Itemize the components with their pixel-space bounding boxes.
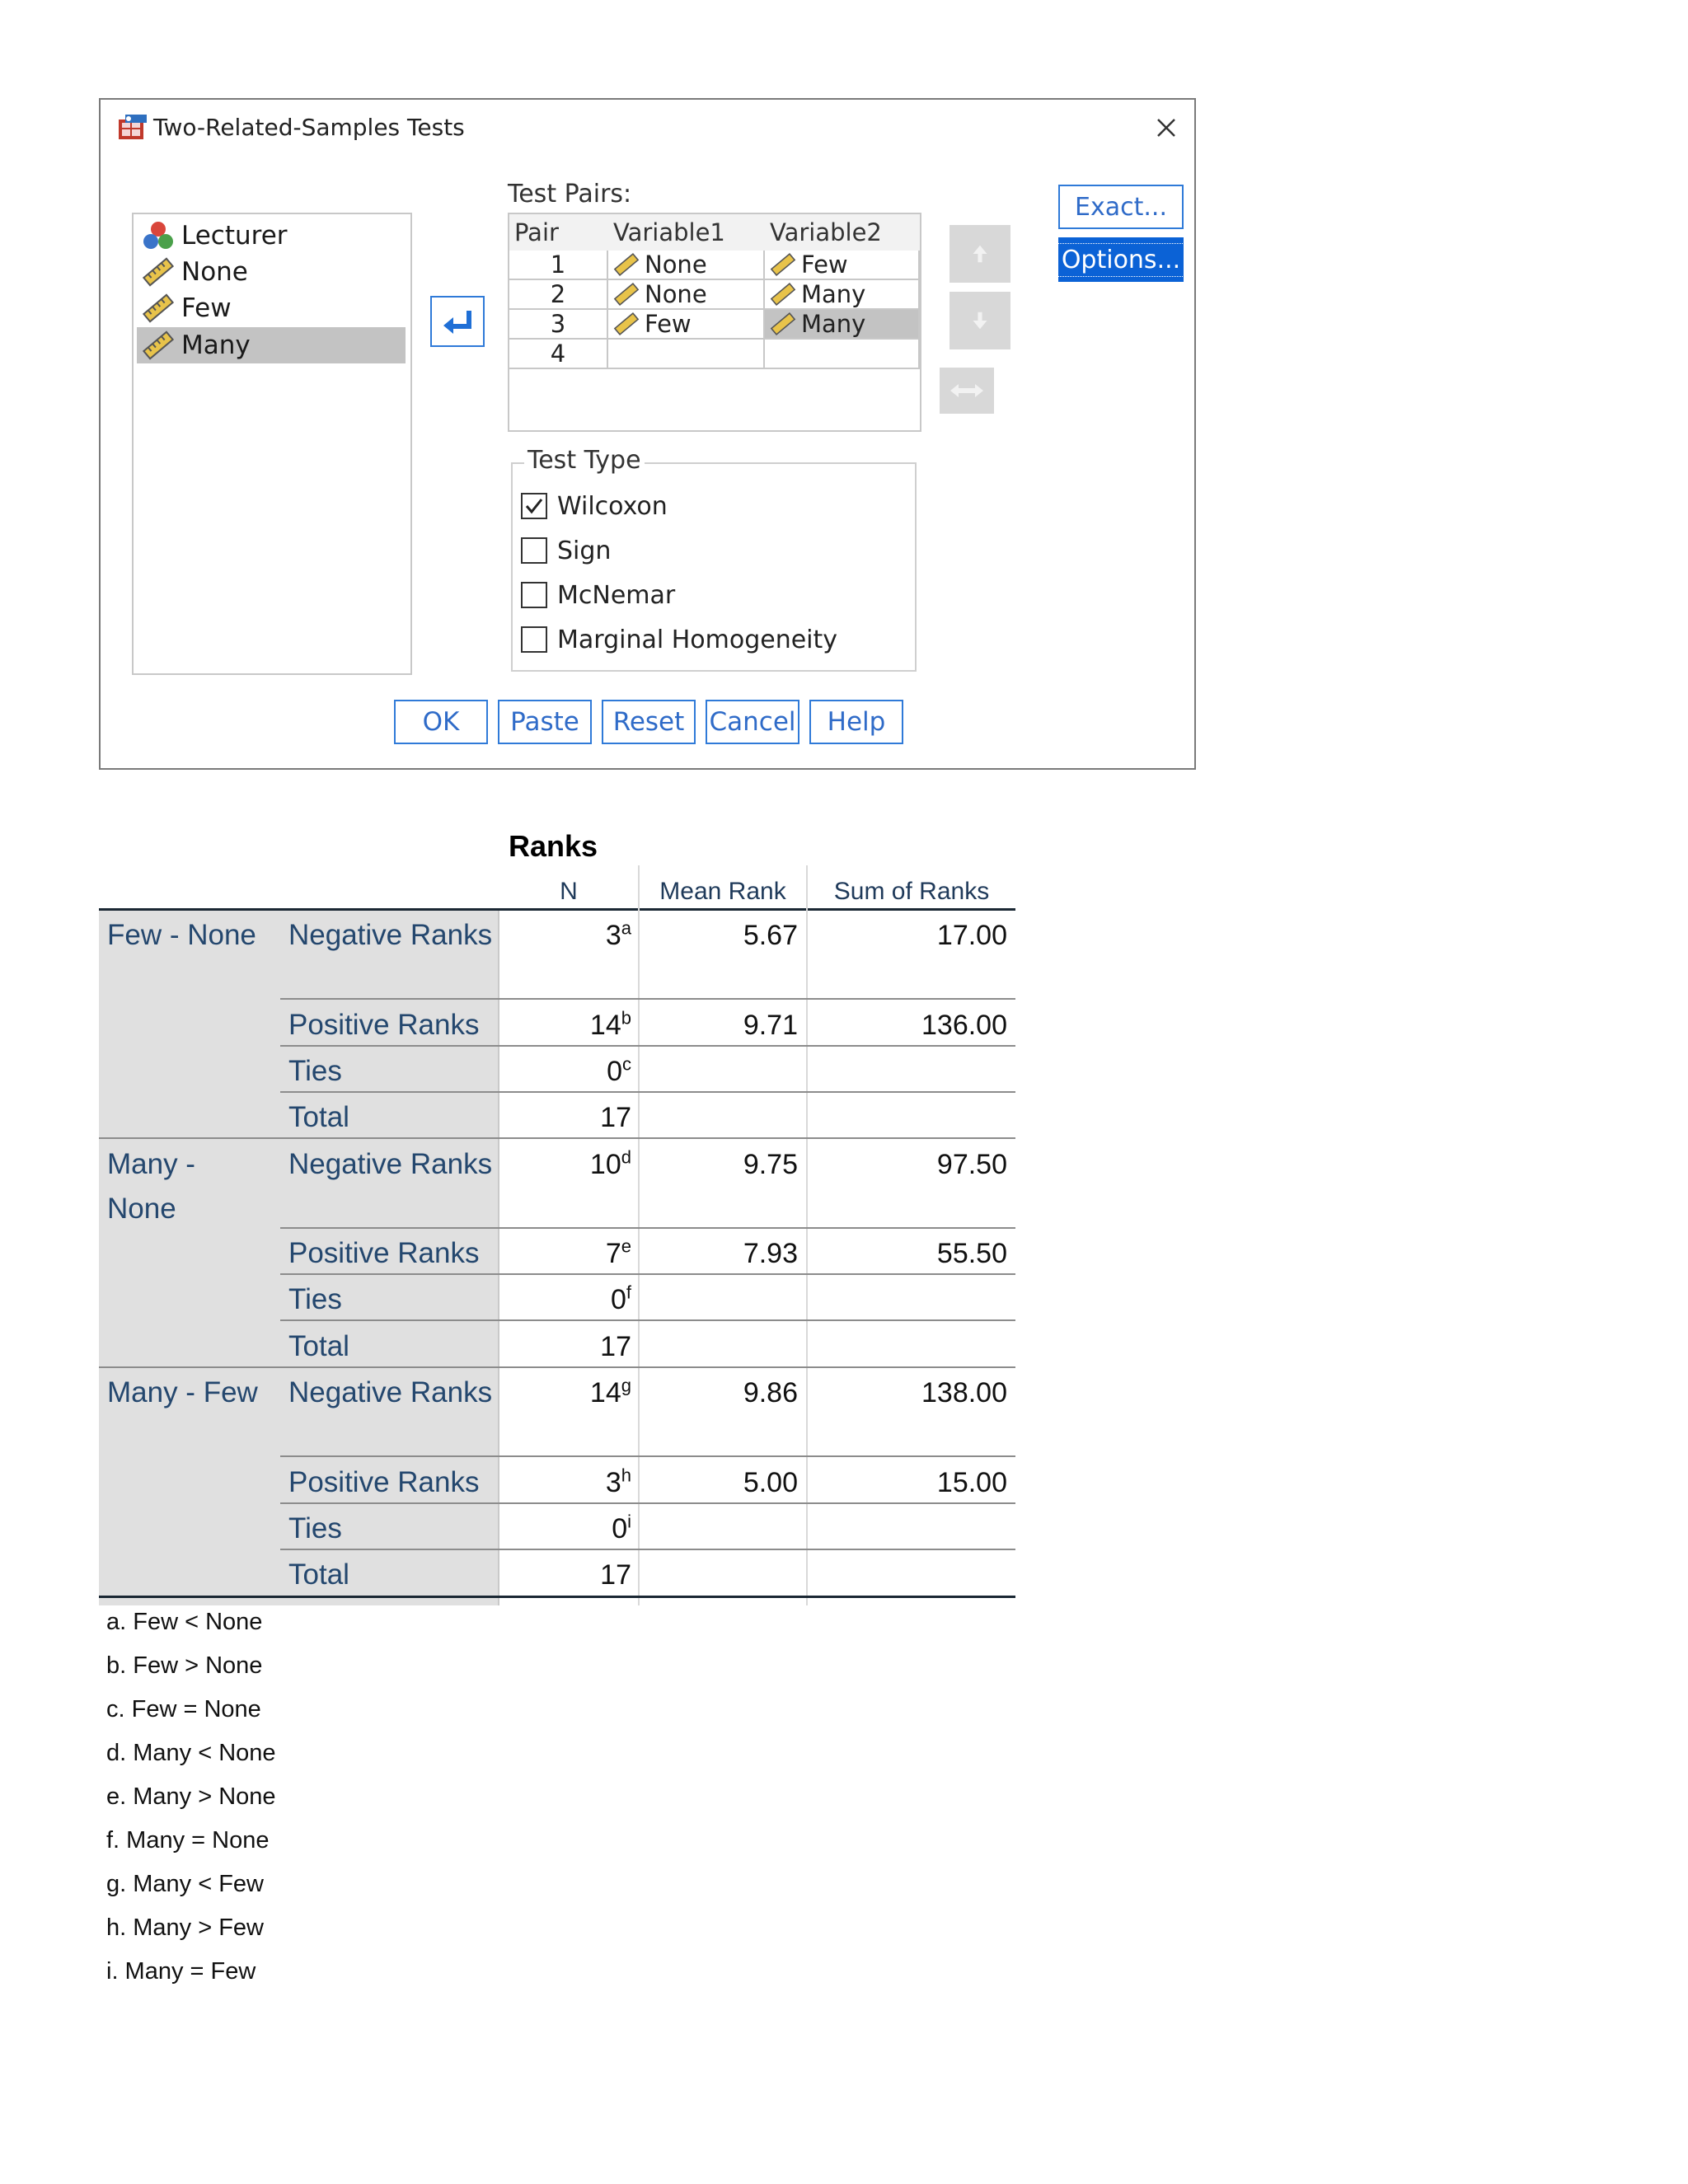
footnote: e. Many > None [106, 1783, 276, 1810]
pair-number: 3 [509, 310, 608, 340]
cell-sum-of-ranks: 136.00 [921, 1010, 1007, 1041]
test-type-group [511, 446, 917, 672]
row-label-positive-ranks: Positive Ranks [288, 1466, 480, 1498]
pair-variable2-label: Few [801, 251, 848, 279]
row-label-ties: Ties [288, 1512, 342, 1544]
column-header-pair: Pair [509, 214, 608, 251]
scale-variable-icon [142, 255, 175, 288]
group-label-few-none: Few - None [107, 919, 256, 951]
footnote-marker: g [621, 1375, 631, 1396]
checkbox-marginal-homogeneity[interactable] [521, 622, 837, 657]
row-rule [280, 1319, 1015, 1321]
footnote-marker: h [621, 1465, 631, 1486]
spss-app-icon [117, 113, 148, 143]
cell-sum-of-ranks: 138.00 [921, 1377, 1007, 1408]
test-pair-row[interactable] [509, 340, 920, 369]
checkbox-box[interactable] [521, 626, 547, 653]
cell-n: 0$^i$ [612, 1511, 631, 1544]
checkbox-label: Sign [557, 536, 612, 565]
row-label-total: Total [288, 1101, 349, 1133]
cell-mean-rank: 9.86 [743, 1377, 798, 1408]
column-header-variable2: Variable2 [765, 214, 920, 251]
pair-variable2[interactable] [765, 340, 920, 369]
cell-sum-of-ranks: 15.00 [936, 1467, 1007, 1498]
pair-variable1-label: Few [645, 310, 692, 338]
cell-n: 7e [605, 1235, 631, 1269]
column-header-n: N [560, 878, 578, 905]
footnote-marker: i [627, 1511, 631, 1532]
footnote-marker: a [621, 917, 631, 939]
nominal-variable-icon [142, 219, 175, 252]
cell-n: 14$^g$ [589, 1375, 631, 1408]
cell-mean-rank: 9.71 [743, 1010, 798, 1041]
footnote-marker: b [621, 1007, 631, 1029]
checkbox-mcnemar[interactable] [521, 578, 675, 612]
pair-variable1-label: None [645, 280, 707, 308]
checkbox-label: Marginal Homogeneity [557, 625, 838, 654]
dialog-title: Two-Related-Samples Tests [153, 114, 465, 141]
footnote: c. Few = None [106, 1696, 261, 1722]
cell-n: 14$^b$ [589, 1007, 631, 1041]
row-label-positive-ranks: Positive Ranks [288, 1009, 480, 1041]
row-rule [280, 998, 1015, 1000]
move-down-button[interactable] [950, 292, 1010, 349]
row-label-total: Total [288, 1330, 349, 1362]
group-rule [99, 1137, 1015, 1139]
cell-n: 0$^c$ [607, 1053, 631, 1087]
column-header-sum-of-ranks: Sum of Ranks [833, 878, 990, 905]
checkmark-icon [523, 494, 546, 518]
row-rule [280, 1273, 1015, 1275]
scale-variable-icon [613, 251, 640, 278]
options-button-label: Options... [1056, 243, 1186, 277]
scale-variable-icon [770, 311, 796, 337]
paste-button[interactable]: Paste [498, 700, 592, 744]
footnote-marker: c [622, 1053, 631, 1075]
cancel-button[interactable]: Cancel [706, 700, 799, 744]
row-label-negative-ranks: Negative Ranks [288, 1148, 493, 1180]
scale-variable-icon [613, 281, 640, 307]
cell-sum-of-ranks: 97.50 [936, 1149, 1007, 1180]
ok-button[interactable]: OK [394, 700, 488, 744]
scale-variable-icon [142, 329, 175, 362]
test-pairs-label: Test Pairs: [508, 180, 632, 209]
cell-sum-of-ranks: 17.00 [936, 920, 1007, 951]
row-rule [280, 1455, 1015, 1457]
cell-mean-rank: 7.93 [743, 1238, 798, 1269]
arrow-down-icon [966, 307, 994, 335]
exact-button[interactable]: Exact... [1058, 185, 1184, 229]
variable-label: Few [181, 293, 232, 323]
group-rule [99, 1366, 1015, 1368]
pair-number: 2 [509, 280, 608, 310]
footnote-marker: f [626, 1282, 631, 1303]
ranks-table [99, 865, 1015, 1607]
scale-variable-icon [770, 281, 796, 307]
variable-item-none[interactable] [137, 254, 406, 290]
arrow-left-icon [432, 298, 483, 345]
test-pair-row[interactable] [509, 310, 920, 340]
column-header-variable1: Variable1 [608, 214, 765, 251]
variable-label: Lecturer [181, 221, 288, 251]
pair-variable2-label: Many [801, 310, 866, 338]
variable-item-few[interactable] [137, 290, 406, 326]
reset-button[interactable]: Reset [602, 700, 696, 744]
move-up-button[interactable] [950, 225, 1010, 283]
test-type-legend: Test Type [524, 446, 645, 475]
cell-n: 3$^h$ [605, 1465, 631, 1498]
cell-n: 17 [600, 1102, 631, 1133]
checkbox-wilcoxon[interactable] [521, 489, 668, 523]
cell-n: 17 [600, 1559, 631, 1591]
checkbox-label: Wilcoxon [557, 491, 668, 521]
help-button[interactable]: Help [809, 700, 903, 744]
row-rule [280, 1549, 1015, 1550]
row-rule [280, 1091, 1015, 1093]
checkbox-sign[interactable] [521, 533, 611, 568]
group-label-many-few: Many - Few [107, 1376, 258, 1408]
pair-variable2[interactable] [765, 251, 920, 280]
pair-variable1[interactable] [608, 340, 765, 369]
pair-number: 4 [509, 340, 608, 369]
pair-variable1-label: None [645, 251, 707, 279]
test-pairs-table[interactable] [508, 213, 921, 432]
row-label-positive-ranks: Positive Ranks [288, 1237, 480, 1269]
arrow-up-icon [966, 240, 994, 268]
footnote: g. Many < Few [106, 1871, 264, 1897]
checkbox-box[interactable] [521, 537, 547, 564]
options-button[interactable] [1058, 237, 1184, 282]
swap-arrows-icon [949, 381, 985, 401]
move-variable-button[interactable] [430, 296, 485, 347]
cell-sum-of-ranks: 55.50 [936, 1238, 1007, 1269]
variable-label: Many [181, 330, 251, 360]
cell-n: 10$^d$ [589, 1146, 631, 1180]
variable-item-many[interactable] [137, 327, 406, 363]
checkbox-box[interactable] [521, 582, 547, 608]
pair-variable1[interactable] [608, 280, 765, 310]
scale-variable-icon [142, 292, 175, 325]
footnote-marker: d [621, 1146, 631, 1168]
table-bottom-rule [99, 1596, 1015, 1598]
variable-label: None [181, 257, 248, 287]
row-label-total: Total [288, 1558, 349, 1591]
checkbox-box[interactable] [521, 493, 547, 519]
swap-variables-button[interactable] [940, 368, 994, 414]
footnote: a. Few < None [106, 1609, 263, 1635]
pair-variable2[interactable] [765, 280, 920, 310]
pair-variable1[interactable] [608, 251, 765, 280]
variable-item-lecturer[interactable] [137, 218, 406, 254]
footnote-marker: e [621, 1235, 631, 1257]
footnote: i. Many = Few [106, 1958, 256, 1985]
row-label-negative-ranks: Negative Ranks [288, 1376, 493, 1408]
checkbox-label: McNemar [557, 580, 676, 610]
footnote: h. Many > Few [106, 1915, 264, 1941]
ranks-title: Ranks [509, 829, 598, 863]
row-rule [280, 1045, 1015, 1047]
source-variable-list[interactable] [132, 213, 412, 675]
column-header-mean-rank: Mean Rank [659, 878, 786, 905]
row-rule [280, 1227, 1015, 1229]
pair-variable2-label: Many [801, 280, 866, 308]
pair-variable1[interactable] [608, 310, 765, 340]
cell-n: 0$^f$ [610, 1282, 631, 1315]
cell-mean-rank: 5.67 [743, 920, 798, 951]
row-rule [280, 1502, 1015, 1504]
scale-variable-icon [613, 311, 640, 337]
row-label-ties: Ties [288, 1055, 342, 1087]
cell-n: 17 [600, 1331, 631, 1362]
title-bar [101, 100, 1194, 157]
scale-variable-icon [770, 251, 796, 278]
test-pair-row[interactable] [509, 251, 920, 280]
test-pair-row[interactable] [509, 280, 920, 310]
cell-n: 3$^a$ [605, 917, 631, 951]
two-related-samples-dialog [99, 98, 1196, 770]
group-label-many-none: Many - None [107, 1148, 195, 1225]
footnote: d. Many < None [106, 1740, 276, 1766]
row-label-negative-ranks: Negative Ranks [288, 919, 493, 951]
footnote: b. Few > None [106, 1652, 263, 1679]
footnote: f. Many = None [106, 1827, 270, 1854]
pair-variable2-selected[interactable] [765, 310, 920, 340]
close-icon[interactable] [1150, 111, 1183, 144]
row-label-ties: Ties [288, 1283, 342, 1315]
cell-mean-rank: 5.00 [743, 1467, 798, 1498]
cell-mean-rank: 9.75 [743, 1149, 798, 1180]
pair-number: 1 [509, 251, 608, 280]
